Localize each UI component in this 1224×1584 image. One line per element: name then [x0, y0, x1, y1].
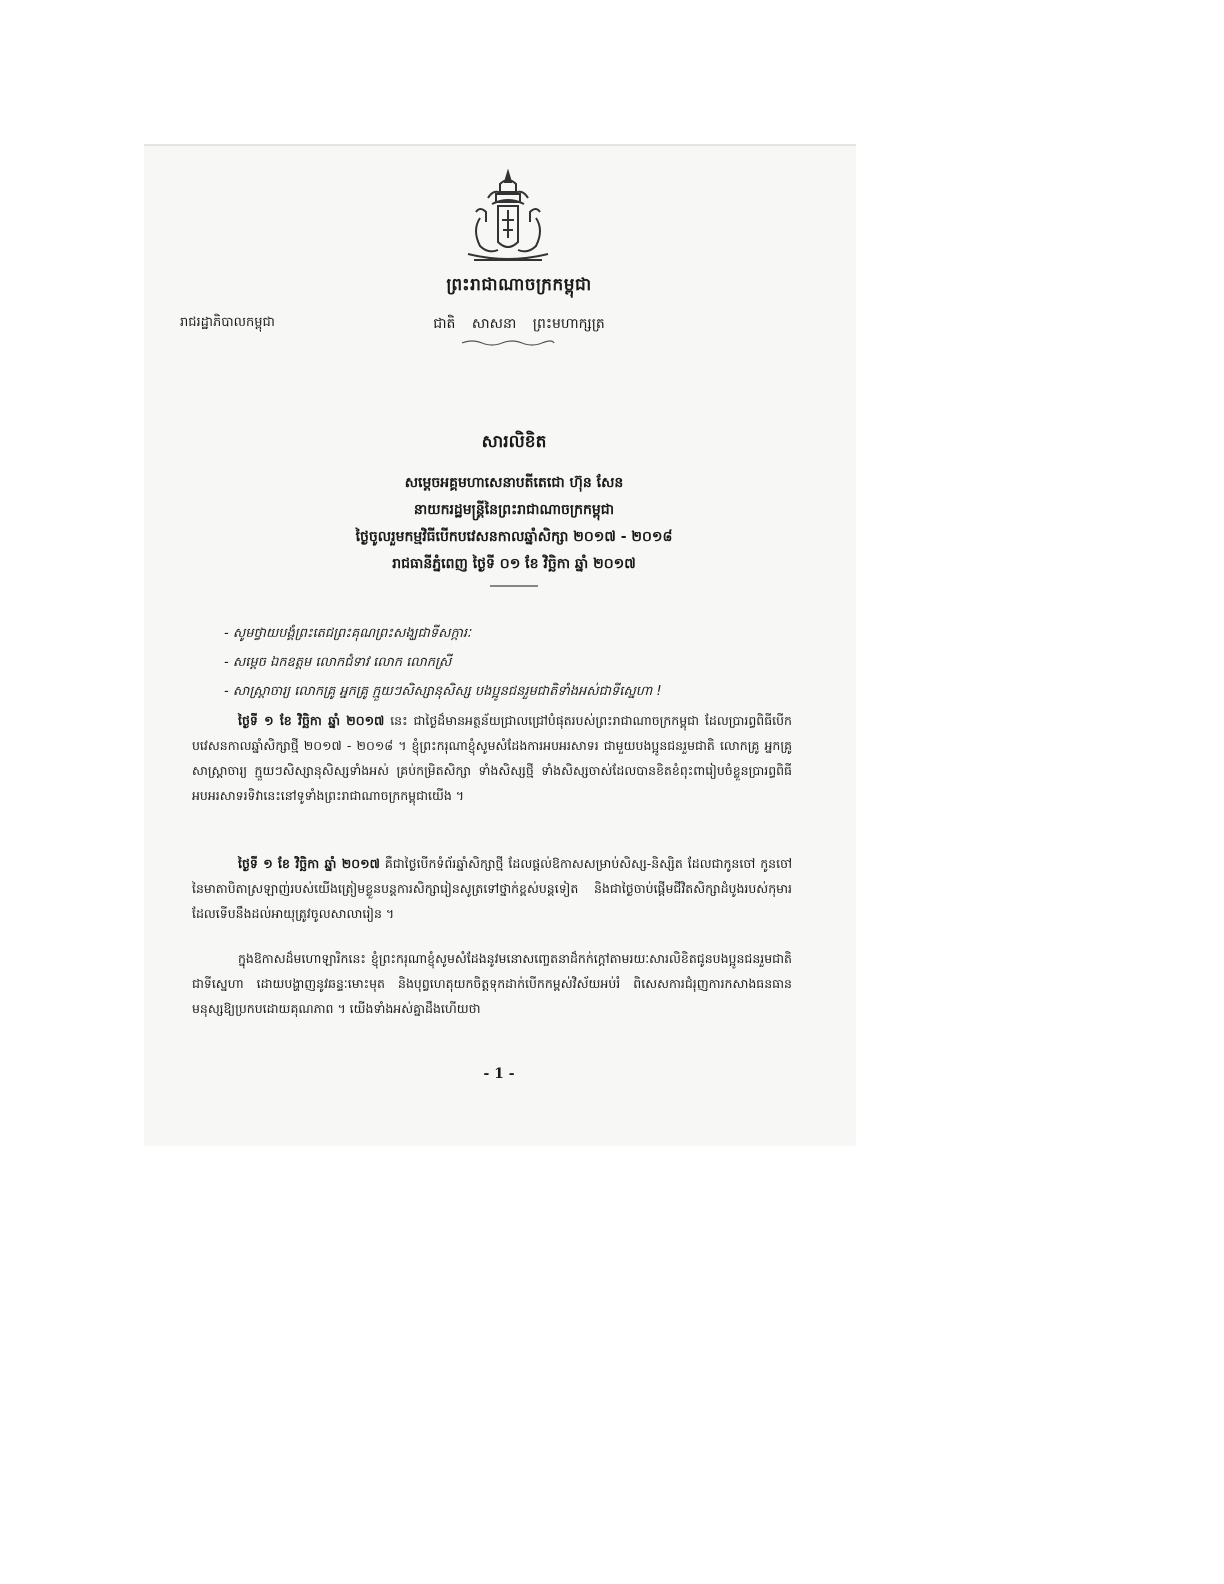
national-motto: ជាតិ សាសនា ព្រះមហាក្សត្រ [433, 316, 605, 332]
paragraph-1 [192, 708, 792, 808]
greetings-list [224, 619, 824, 706]
kingdom-title: ព្រះរាជាណាចក្រកម្ពុជា [446, 275, 592, 295]
letter-headings [284, 431, 744, 588]
paragraph-1-text: នេះ ជាថ្ងៃដ៏មានអត្ថន័យជ្រាលជ្រៅបំផុតរបស់ព្រះរាជាណាចក្រកម្ពុជា ដែលប្រារព្ធពិធីបើកបវេសនកាលឆ្នាំសិក្សាថ្មី ២០១៧ - ២០១៨ ។ ខ្ញុំព្រះករុណាខ្ញុំសូមសំដែងការអបអរសាទរ ជាមួយបងប្អូនជនរួមជាតិ លោកគ្រូ អ្នកគ្រូ សាស្ត្រាចារ្យ ក្មួយៗសិស្សានុសិស្សទាំងអស់ គ្រប់កម្រិតសិក្សា ទាំងសិស្សថ្មី ទាំងសិស្សចាស់ដែលបានខិតខំពុះពារៀបចំខ្លួនប្រារព្ធពិធីអបអរសាទរទិវានេះនៅទូទាំងព្រះរាជាណាចក្រកម្ពុជាយើង ។ [192, 713, 792, 803]
greeting-line: - សម្ដេច ឯកឧត្តម លោកជំទាវ លោក លោកស្រី [224, 655, 452, 670]
subtitle-speaker: សម្ដេចអគ្គមហាសេនាបតីតេជោ ហ៊ុន សែន [404, 475, 624, 491]
greeting-line: - សាស្ត្រាចារ្យ លោកគ្រូ អ្នកគ្រូ ក្មួយៗសិស្សានុសិស្ស បងប្អូនជនរួមជាតិទាំងអស់ជាទីស្នេហា ! [224, 684, 662, 699]
greeting-line: - សូមថ្វាយបង្គំព្រះតេជព្រះគុណព្រះសង្ឃជាទីសក្ការៈ [224, 626, 471, 641]
paragraph-2-lead: ថ្ងៃទី ១ ខែ វិច្ឆិកា ឆ្នាំ ២០១៧ [238, 856, 380, 871]
subtitle-position: នាយករដ្ឋមន្ត្រីនៃព្រះរាជាណាចក្រកម្ពុជា [413, 502, 615, 518]
scanned-page [144, 144, 856, 1146]
page-number: - 1 - [483, 1066, 515, 1082]
paragraph-2 [192, 851, 792, 926]
letter-title: សារលិខិត [481, 432, 547, 452]
paragraph-1-lead: ថ្ងៃទី ១ ខែ វិច្ឆិកា ឆ្នាំ ២០១៧ [238, 713, 385, 728]
subtitle-date: រាជធានីភ្នំពេញ ថ្ងៃទី ០១ ខែ វិច្ឆិកា ឆ្នាំ ២០១៧ [392, 556, 636, 572]
subtitle-occasion: ថ្ងៃចូលរួមកម្មវិធីបើកបវេសនកាលឆ្នាំសិក្សា ២០១៧ - ២០១៨ [355, 529, 673, 545]
heading-divider [490, 584, 538, 588]
paragraph-3: ក្នុងឱកាសដ៏មហោឡារិកនេះ ខ្ញុំព្រះករុណាខ្ញុំសូមសំដែងនូវមនោសញ្ចេតនាដ៏កក់ក្ដៅតាមរយៈសារលិខិតជូនបងប្អូនជនរួមជាតិជាទីស្នេហា ដោយបង្ហាញនូវឆន្ទៈមោះមុត និងបុព្វហេតុយកចិត្តទុកដាក់បើកកម្ពស់វិស័យអប់រំ ពិសេសការជំរុញការកសាងធនធានមនុស្សឱ្យប្រកបដោយគុណភាព ។ យើងទាំងអស់គ្នាដឹងហើយថា [192, 951, 792, 1016]
paragraph-2-text: គឺជាថ្ងៃបើកទំព័រឆ្នាំសិក្សាថ្មី ដែលផ្ដល់ឱកាសសម្រាប់សិស្ស-និស្សិត ដែលជាកូនចៅ កូនចៅនៃមាតាបិតាស្រឡាញ់របស់យើងត្រៀមខ្លួនបន្តការសិក្សារៀនសូត្រទៅថ្នាក់ខ្ពស់បន្តទៀត និងជាថ្ងៃចាប់ផ្ដើមជីវិតសិក្សាដំបូងរបស់កុមារដែលទើបនឹងដល់អាយុត្រូវចូលសាលារៀន ។ [192, 856, 792, 921]
government-label: រាជរដ្ឋាភិបាលកម្ពុជា [180, 315, 275, 330]
ornament-divider [458, 339, 558, 347]
royal-arms-emblem [458, 168, 558, 272]
